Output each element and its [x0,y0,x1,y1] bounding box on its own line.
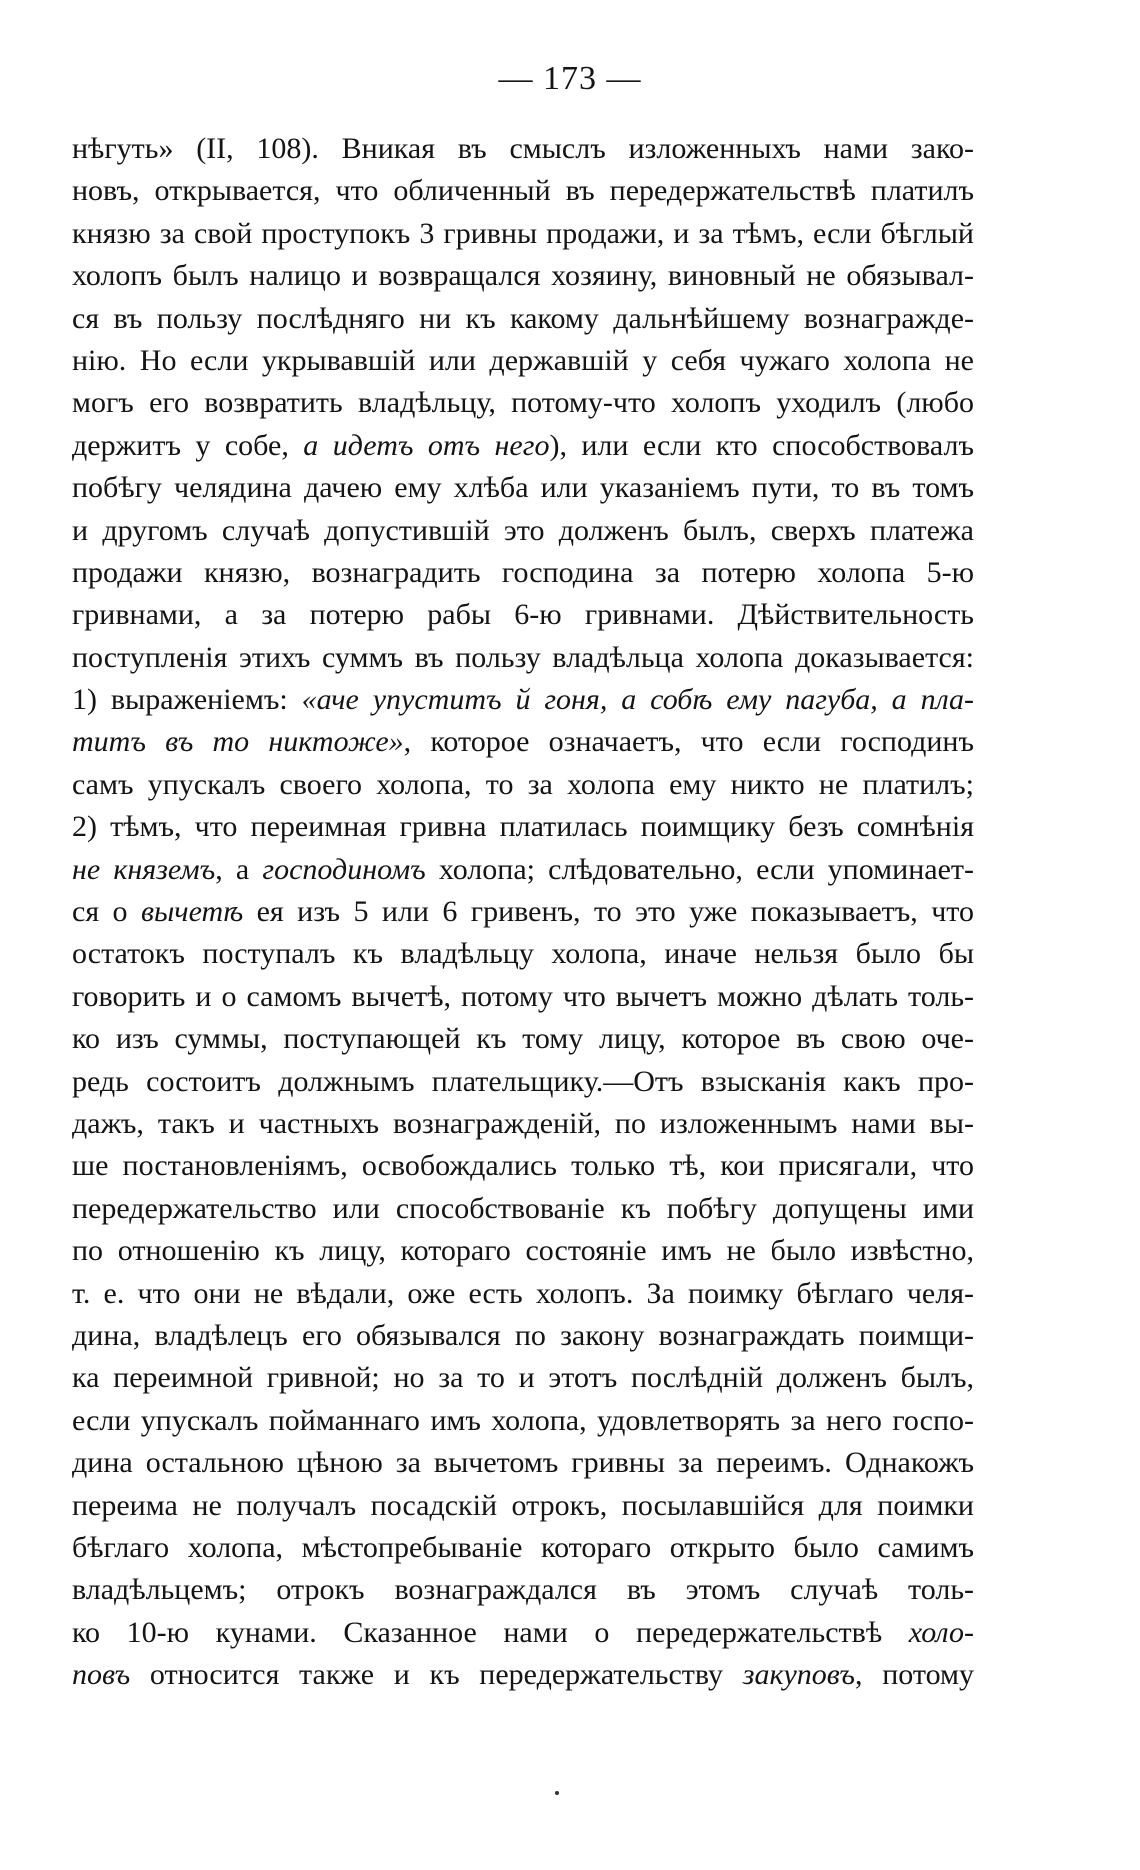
text-line [72,849,974,891]
text-segment: редь состоитъ должнымъ плательщику.—Отъ взысканія какъ про- [72,1064,974,1098]
text-segment: , а [215,852,263,886]
text-line [72,1061,974,1103]
text-segment: побѣгу челядина дачею ему хлѣба или указаніемъ пути, то въ томъ [72,471,974,505]
text-segment: ), или если кто способствовалъ [549,428,974,462]
text-segment: и другомъ случаѣ допустившій это долженъ былъ, сверхъ платежа [72,513,974,547]
italic-text-segment: не княземъ [72,852,216,886]
text-line [72,1018,974,1060]
text-line [72,637,974,679]
text-segment: новъ, открывается, что обличенный въ передержательствѣ платилъ [72,174,974,208]
text-segment: говорить и о самомъ вычетѣ, потому что вычетъ можно дѣлать толь- [72,979,974,1013]
text-line [72,1654,974,1696]
text-line [72,721,974,763]
italic-text-segment: холо- [908,1615,974,1649]
text-segment: поступленія этихъ суммъ въ пользу владѣльца холопа доказывается: [72,640,974,674]
text-line [72,213,974,255]
text-line [72,764,974,806]
text-segment: ко 10-ю кунами. Сказанное нами о передержательствѣ [72,1615,909,1649]
text-line [72,1357,974,1399]
text-segment: нѣгуть» (II, 108). Вникая въ смыслъ изложенныхъ нами зако- [72,132,974,165]
text-segment: если упускалъ пойманнаго имъ холопа, удовлетворять за него госпо- [72,1403,974,1437]
text-line [72,1188,974,1230]
text-segment: бѣглаго холопа, мѣстопребываніе котораго открыто было самимъ [72,1530,974,1564]
text-line [72,1485,974,1527]
text-line [72,340,974,382]
text-segment: ся о [72,895,141,929]
text-segment: передержательство или способствованіе къ побѣгу допущены ими [72,1191,974,1225]
text-line [72,1145,974,1187]
italic-text-segment: закуповъ [742,1658,856,1692]
text-line [72,1400,974,1442]
italic-text-segment: вычетѣ [140,895,244,929]
text-segment: холопа; слѣдовательно, если упоминает- [425,852,974,886]
text-segment: т. е. что они не вѣдали, оже есть холопъ. За поимку бѣглаго челя- [72,1276,974,1310]
text-segment: переима не получалъ посадскій отрокъ, посылавшійся для поимки [72,1488,974,1522]
text-line [72,1569,974,1611]
text-segment: самъ упускалъ своего холопа, то за холопа ему никто не платилъ; [72,767,974,801]
text-segment: продажи князю, вознаградить господина за потерю холопа 5-ю [72,555,974,589]
text-line [72,806,974,848]
text-line [72,1315,974,1357]
text-line [72,1442,974,1484]
page-number: — 173 — [498,60,642,97]
text-segment: относится также и къ передержательству [130,1658,743,1692]
text-segment: ея изъ 5 или 6 гривенъ, то это уже показываетъ, что [243,895,974,929]
body-text [72,128,974,1696]
text-line [72,382,974,424]
text-segment: , которое означаетъ, что если господинъ [403,725,974,759]
text-segment: ка переимной гривной; но за то и этотъ послѣдній долженъ былъ, [72,1361,974,1395]
text-line [72,510,974,552]
ink-dot [555,1791,559,1795]
text-line [72,170,974,212]
text-segment: могъ его возвратить владѣльцу, потому-что холопъ уходилъ (любо [72,386,974,420]
text-line [72,594,974,636]
text-line [72,255,974,297]
text-line [72,552,974,594]
text-segment: держитъ у собе, [72,428,304,462]
text-line [72,1230,974,1272]
text-segment: 2) тѣмъ, что переимная гривна платилась поимщику безъ сомнѣнія [72,810,974,844]
text-segment: остатокъ поступалъ къ владѣльцу холопа, иначе нельзя было бы [72,937,974,971]
text-line [72,1103,974,1145]
text-segment: гривнами, а за потерю рабы 6-ю гривнами. Дѣйствительность [72,598,974,632]
text-segment: ко изъ суммы, поступающей къ тому лицу, которое въ свою оче- [72,1022,974,1056]
text-segment: дажъ, такъ и частныхъ вознагражденій, по изложеннымъ нами вы- [72,1106,974,1140]
text-segment: холопъ былъ налицо и возвращался хозяину, виновный не обязывал- [72,259,974,293]
text-segment: нію. Но если укрывавшій или державшій у себя чужаго холопа не [72,343,974,377]
text-segment: ся въ пользу послѣдняго ни къ какому дальнѣйшему вознагражде- [72,301,974,335]
text-segment: князю за свой проступокъ 3 гривны продажи, и за тѣмъ, если бѣглый [72,216,974,250]
text-segment: по отношенію къ лицу, котораго состояніе имъ не было извѣстно, [72,1234,974,1268]
italic-text-segment: повъ [72,1658,131,1692]
text-line [72,128,974,170]
italic-text-segment: господиномъ [262,852,426,886]
text-segment: 1) выраженіемъ: [72,683,302,717]
text-segment: дина, владѣлецъ его обязывался по закону вознаграждать поимщи- [72,1318,974,1352]
text-line [72,1612,974,1654]
text-line [72,891,974,933]
text-line [72,933,974,975]
italic-text-segment: а идетъ отъ него [303,428,550,462]
text-line [72,298,974,340]
text-line [72,467,974,509]
italic-text-segment: «аче упуститъ й гоня, а собѣ ему пагуба, а пла- [301,683,974,717]
text-segment: дина остальною цѣною за вычетомъ гривны за переимъ. Однакожъ [72,1446,974,1480]
text-line [72,1273,974,1315]
text-segment: , потому [855,1658,974,1692]
text-segment: владѣльцемъ; отрокъ вознаграждался въ этомъ случаѣ толь- [72,1573,974,1607]
text-line [72,976,974,1018]
text-line [72,425,974,467]
text-line [72,679,974,721]
text-segment: ше постановленіямъ, освобождались только тѣ, кои присягали, что [72,1149,974,1183]
text-line [72,1527,974,1569]
italic-text-segment: титъ въ то никтоже» [72,725,404,759]
